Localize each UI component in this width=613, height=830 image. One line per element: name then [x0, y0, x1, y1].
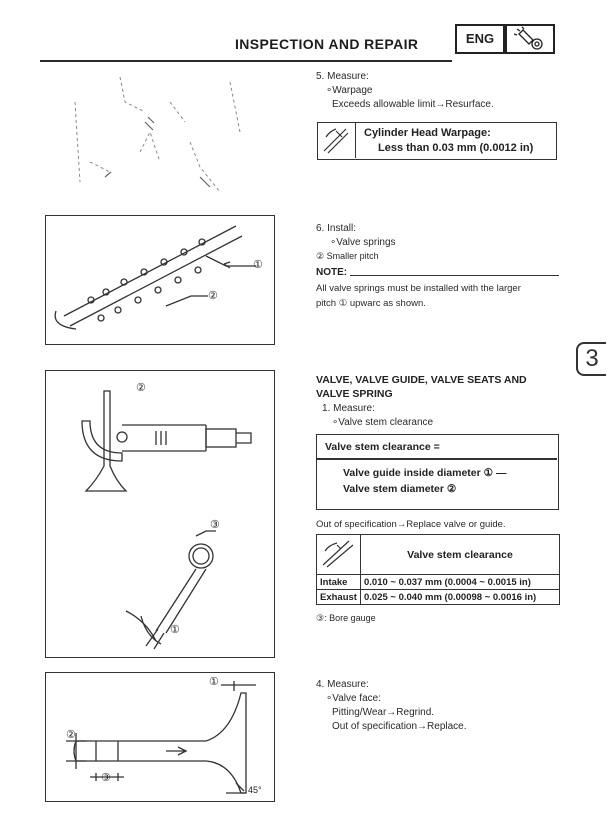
step4-line-2: Out of specification→Replace. [332, 721, 467, 732]
table-caliper-icon [317, 535, 361, 575]
step4-item: ∘Valve face: [326, 693, 381, 704]
step5-action: Exceeds allowable limit→Resurface. [332, 99, 494, 110]
table-header: Valve stem clearance [361, 535, 560, 575]
step6-title: 6. Install: [316, 223, 357, 234]
valve-face-figure [45, 672, 275, 802]
fig2-label-2: ② [208, 290, 218, 302]
step5-item: ∘Warpage [326, 85, 373, 96]
step4-title: 4. Measure: [316, 679, 369, 690]
warpage-spec-box [317, 122, 557, 160]
fig4-label-3: ③ [101, 772, 111, 784]
row-label-intake: Intake [317, 575, 361, 590]
formula-title: Valve stem clearance = [325, 441, 440, 453]
valve-stem-measure-figure [45, 370, 275, 658]
formula-line-1: Valve guide inside diameter ① — [343, 467, 507, 479]
row-value-exhaust: 0.025 ~ 0.040 mm (0.00098 ~ 0.0016 in) [361, 590, 560, 605]
warpage-figure [50, 72, 270, 207]
valve-step-item: ∘Valve stem clearance [332, 417, 434, 428]
fig3-label-3: ③ [210, 519, 220, 531]
warpage-spec-label: Cylinder Head Warpage: [364, 127, 491, 139]
eng-badge: ENG [455, 24, 505, 54]
bore-gauge-footnote: ③: Bore gauge [316, 613, 376, 623]
engine-section-icon [505, 24, 555, 54]
step4-line-1: Pitting/Wear→Regrind. [332, 707, 435, 718]
warpage-spec-value: Less than 0.03 mm (0.0012 in) [378, 142, 534, 154]
valve-spring-figure [45, 215, 275, 345]
step6-callout: ② Smaller pitch [316, 251, 379, 261]
row-value-intake: 0.010 ~ 0.037 mm (0.0004 ~ 0.0015 in) [361, 575, 560, 590]
fig4-label-2: ② [66, 729, 76, 741]
header-rule [40, 60, 452, 62]
step5-title: 5. Measure: [316, 71, 369, 82]
stem-clearance-formula-box [316, 434, 559, 510]
section-tab-marker: 3 [576, 342, 606, 376]
table-row [317, 575, 560, 590]
caliper-icon [318, 123, 356, 158]
fig4-angle: 45° [248, 785, 262, 795]
valve-section-heading-1: VALVE, VALVE GUIDE, VALVE SEATS AND [316, 374, 527, 386]
page-title: INSPECTION AND REPAIR [235, 36, 419, 52]
table-row [317, 590, 560, 605]
fig2-label-1: ① [253, 259, 263, 271]
valve-section-heading-2: VALVE SPRING [316, 388, 393, 400]
formula-line-2: Valve stem diameter ② [343, 483, 457, 495]
valve-step-title: 1. Measure: [322, 403, 375, 414]
fig4-label-1: ① [209, 676, 219, 688]
note-text-2: pitch ① upwarc as shown. [316, 298, 426, 309]
out-of-spec-text: Out of specification→Replace valve or guide. [316, 519, 506, 530]
fig3-label-2: ② [136, 382, 146, 394]
step6-item: ∘Valve springs [330, 237, 396, 248]
note-header [316, 262, 559, 276]
fig3-label-1: ① [170, 624, 180, 636]
note-text-1: All valve springs must be installed with the larger [316, 283, 521, 294]
row-label-exhaust: Exhaust [317, 590, 361, 605]
note-label: NOTE: [316, 267, 350, 278]
stem-clearance-table [316, 534, 560, 605]
formula-divider [317, 458, 557, 460]
